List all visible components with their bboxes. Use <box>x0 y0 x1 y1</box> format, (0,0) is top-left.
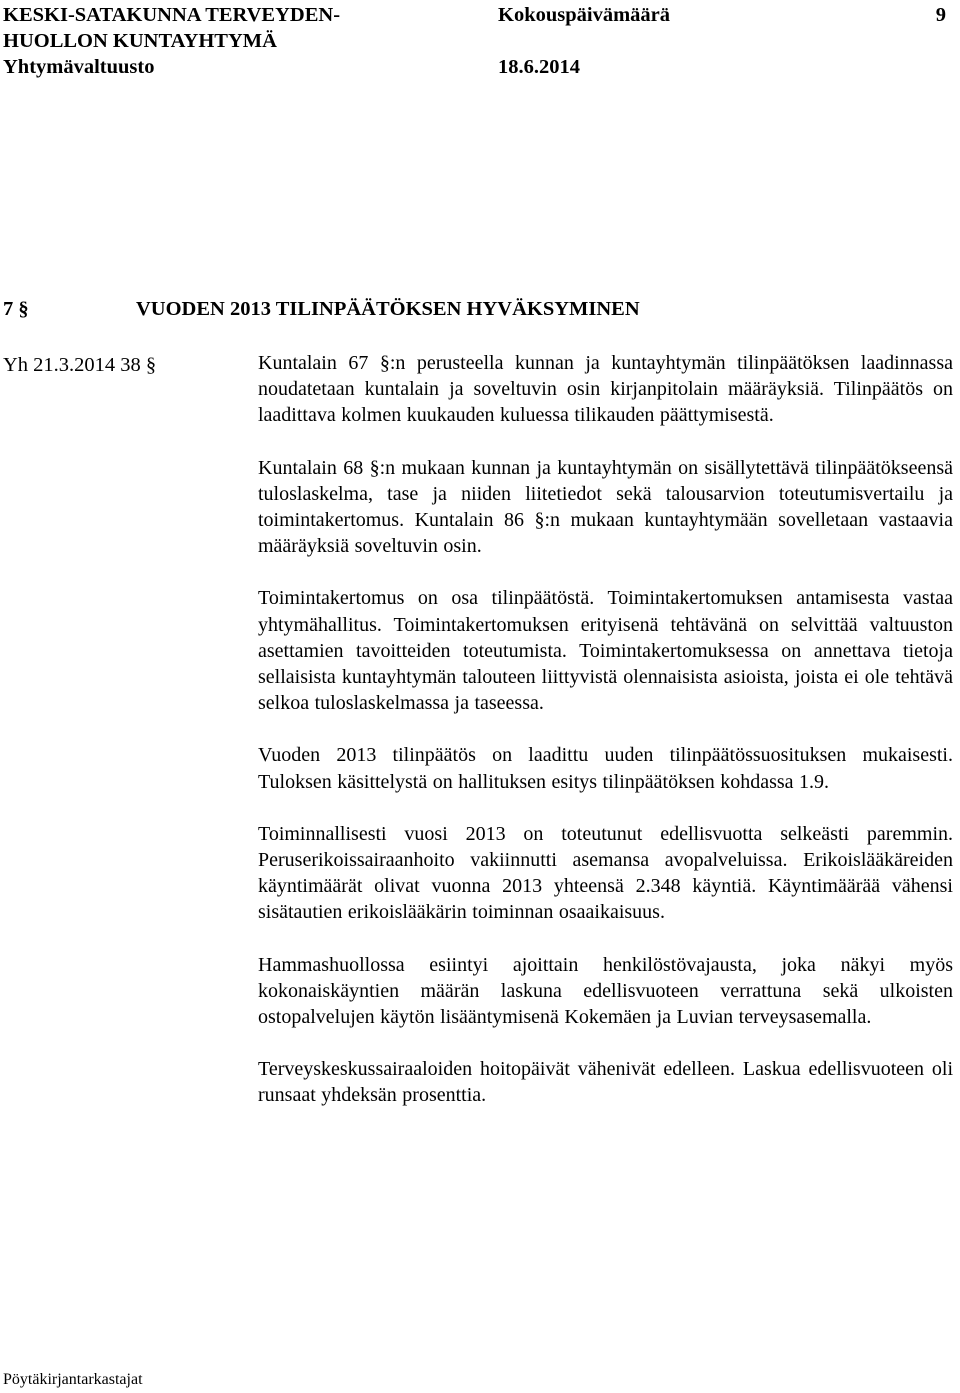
document-header-left <box>3 2 340 80</box>
body-text <box>258 350 953 1135</box>
paragraph: Hammashuollossa esiintyi ajoittain henkilöstövajausta, joka näkyi myös kokonaiskäyntien määrän laskuna edellisvuoteen verrattuna sekä ulkoisten ostopalvelujen käytön lisääntymisenä Kokemäen ja Luvian terveysasemalla. <box>258 953 953 1029</box>
governing-body: Yhtymävaltuusto <box>3 56 155 78</box>
meeting-date: 18.6.2014 <box>498 56 580 78</box>
paragraph: Toiminnallisesti vuosi 2013 on toteutunut edellisvuotta selkeästi paremmin. Peruserikoissairaanhoito vakiinnutti asemansa avopalveluissa. Erikoislääkäreiden käyntimäärät olivat vuonna 2013 yhteensä 2.348 käyntiä. Käyntimäärää vähensi sisätautien erikoislääkärin toiminnan osaaikaisuus. <box>258 822 953 924</box>
section-number: 7 § <box>3 298 29 320</box>
paragraph: Kuntalain 68 §:n mukaan kunnan ja kuntayhtymän on sisällytettävä tilinpäätökseensä tuloslaskelma, tase ja niiden liitetiedot sekä talousarvion toteutumisvertailu ja toimintakertomus. Kuntalain 86 §:n mukaan kuntayhtymään sovelletaan vastaavia määräyksiä soveltuvin osin. <box>258 456 953 558</box>
date-label: Kokouspäivämäärä <box>498 4 670 26</box>
paragraph: Toimintakertomus on osa tilinpäätöstä. Toimintakertomuksen antamisesta vastaa yhtymähallitus. Toimintakertomuksen erityisenä tehtävänä on selvittää valtuuston asettamien tavoitteiden toteutumista. Toimintakertomuksessa on annettava tietoja sellaisista kuntayhtymän talouteen liittyvistä olennaisista asioista, joista ei ole tehtävä selkoa tuloslaskelmassa ja taseessa. <box>258 587 953 715</box>
paragraph: Vuoden 2013 tilinpäätös on laadittu uuden tilinpäätössuosituksen mukaisesti. Tuloksen käsittelystä on hallituksen esitys tilinpäätöksen kohdassa 1.9. <box>258 744 953 793</box>
section-title: VUODEN 2013 TILINPÄÄTÖKSEN HYVÄKSYMINEN <box>136 298 640 320</box>
paragraph: Terveyskeskussairaaloiden hoitopäivät vähenivät edelleen. Laskua edellisvuoteen oli runsaat yhdeksän prosenttia. <box>258 1058 953 1107</box>
organization-name-line2: HUOLLON KUNTAYHTYMÄ <box>3 30 277 52</box>
footer-signature-label: Pöytäkirjantarkastajat <box>3 1371 143 1388</box>
paragraph: Kuntalain 67 §:n perusteella kunnan ja kuntayhtymän tilinpäätöksen laadinnassa noudatetaan kuntalain ja soveltuvin osin kirjanpitolain määräyksiä. Tilinpäätös on laadittava kolmen kuukauden kuluessa tilikauden päättymisestä. <box>258 352 953 427</box>
previous-meeting-reference: Yh 21.3.2014 38 § <box>3 354 157 376</box>
organization-name-line1: KESKI-SATAKUNNA TERVEYDEN- <box>3 4 341 26</box>
page-number: 9 <box>935 4 946 26</box>
